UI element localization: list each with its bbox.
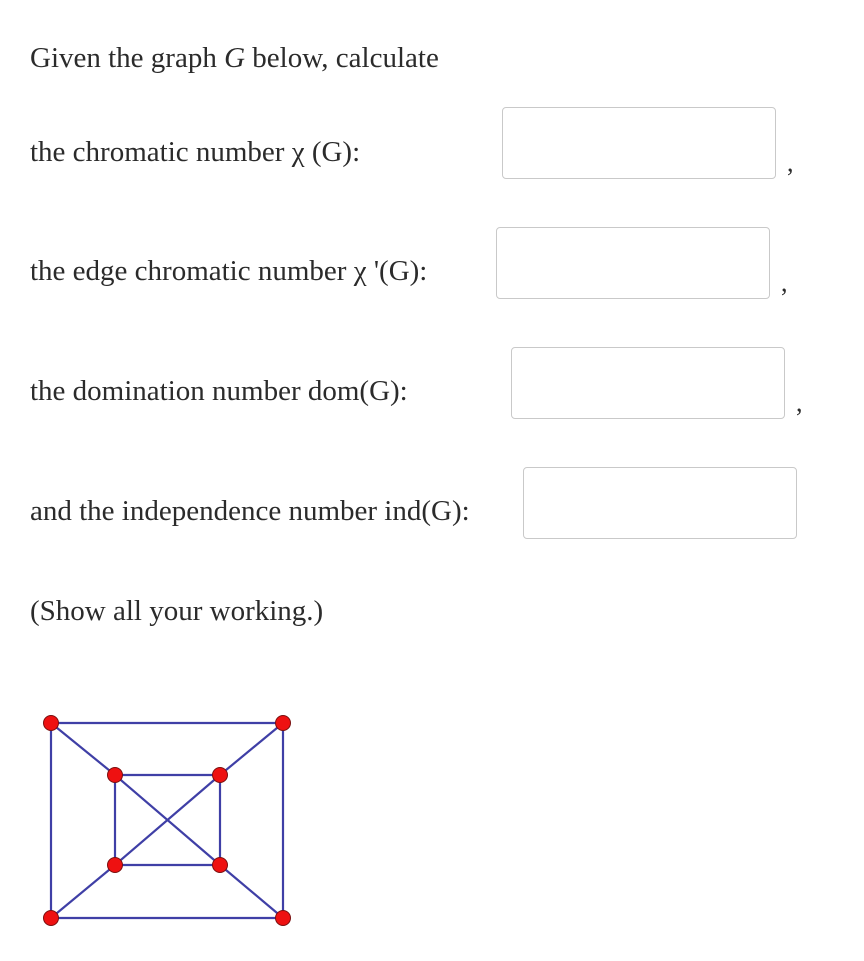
graph-figure [40,708,300,933]
question-label-independence: and the independence number ind(G): [30,495,470,527]
chromatic-number-input[interactable] [502,107,776,179]
vertex-inner-top-right [213,768,228,783]
vertex-outer-top-left [44,716,59,731]
graph-symbol: G [224,42,246,74]
vertex-outer-bottom-right [276,911,291,926]
edge-spoke-bottom-left [51,865,115,918]
comma-3: , [796,388,803,417]
question-label-domination: the domination number dom(G): [30,375,408,407]
question-label-chromatic: the chromatic number χ (G): [30,136,361,168]
instruction-text: (Show all your working.) [30,595,324,627]
comma-1: , [787,148,794,177]
vertex-inner-bottom-left [108,858,123,873]
intro-prefix: Given the graph [30,42,225,74]
edge-spoke-top-left [51,723,115,775]
edge-spoke-top-right [220,723,283,775]
domination-number-input[interactable] [511,347,785,419]
question-label-edge-chromatic: the edge chromatic number χ '(G): [30,255,428,287]
comma-2: , [781,268,788,297]
vertex-inner-top-left [108,768,123,783]
intro-suffix: below, calculate [245,42,439,74]
vertex-outer-bottom-left [44,911,59,926]
independence-number-input[interactable] [523,467,797,539]
edge-chromatic-number-input[interactable] [496,227,770,299]
vertex-inner-bottom-right [213,858,228,873]
graph-edges [51,723,283,918]
vertex-outer-top-right [276,716,291,731]
edge-spoke-bottom-right [220,865,283,918]
intro-text [30,40,439,76]
